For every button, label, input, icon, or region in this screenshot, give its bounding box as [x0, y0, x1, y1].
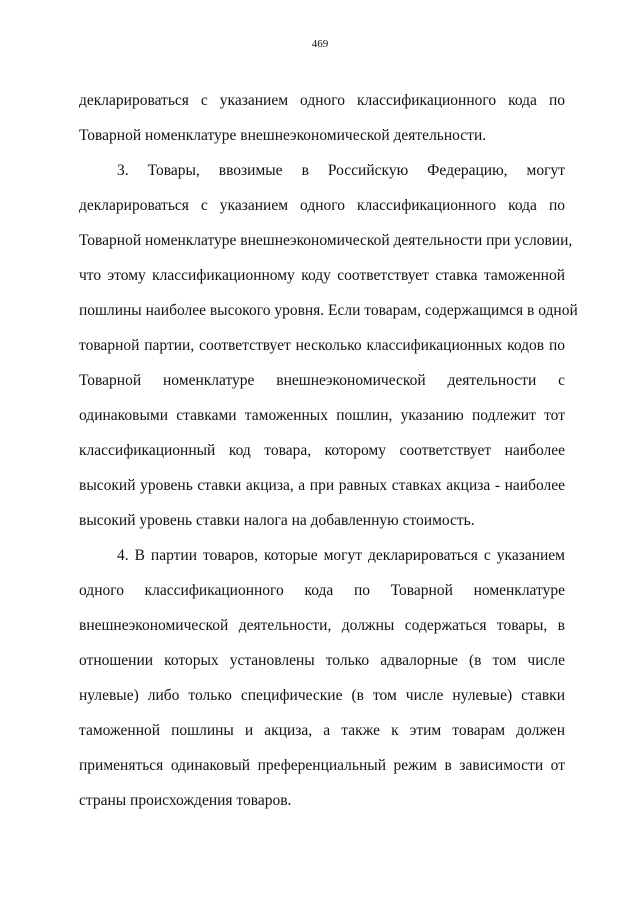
- text-line: высокий уровень ставки акциза, а при равных ставках акциза - наиболее: [79, 477, 565, 494]
- text-line: применяться одинаковый преференциальный режим в зависимости от: [79, 757, 565, 774]
- text-line: одинаковыми ставками таможенных пошлин, указанию подлежит тот: [79, 407, 565, 424]
- text-line: пошлины наиболее высокого уровня. Если товарам, содержащимся в одной: [79, 302, 578, 319]
- text-line: отношении которых установлены только адвалорные (в том числе: [79, 652, 565, 669]
- text-line: таможенной пошлины и акциза, а также к этим товарам должен: [79, 722, 565, 739]
- text-line: товарной партии, соответствует несколько классификационных кодов по: [79, 337, 565, 354]
- text-line: классификационный код товара, которому соответствует наиболее: [79, 442, 565, 459]
- text-line: Товарной номенклатуре внешнеэкономической деятельности при условии,: [79, 232, 573, 249]
- text-line: декларироваться с указанием одного классификационного кода по: [79, 92, 565, 109]
- text-line: внешнеэкономической деятельности, должны содержаться товары, в: [79, 617, 565, 634]
- text-line: высокий уровень ставки налога на добавленную стоимость.: [79, 512, 475, 529]
- page-number: 469: [311, 38, 329, 50]
- text-line: одного классификационного кода по Товарной номенклатуре: [79, 582, 565, 599]
- text-line: декларироваться с указанием одного классификационного кода по: [79, 197, 565, 214]
- text-line: нулевые) либо только специфические (в том числе нулевые) ставки: [79, 687, 565, 704]
- text-line: страны происхождения товаров.: [79, 792, 292, 809]
- text-line: Товарной номенклатуре внешнеэкономической деятельности с: [79, 372, 565, 389]
- text-line: что этому классификационному коду соответствует ставка таможенной: [79, 267, 565, 284]
- text-line: 4. В партии товаров, которые могут декларироваться с указанием: [117, 547, 565, 564]
- text-line: Товарной номенклатуре внешнеэкономической деятельности.: [79, 127, 487, 144]
- text-line: 3. Товары, ввозимые в Российскую Федерацию, могут: [117, 162, 565, 179]
